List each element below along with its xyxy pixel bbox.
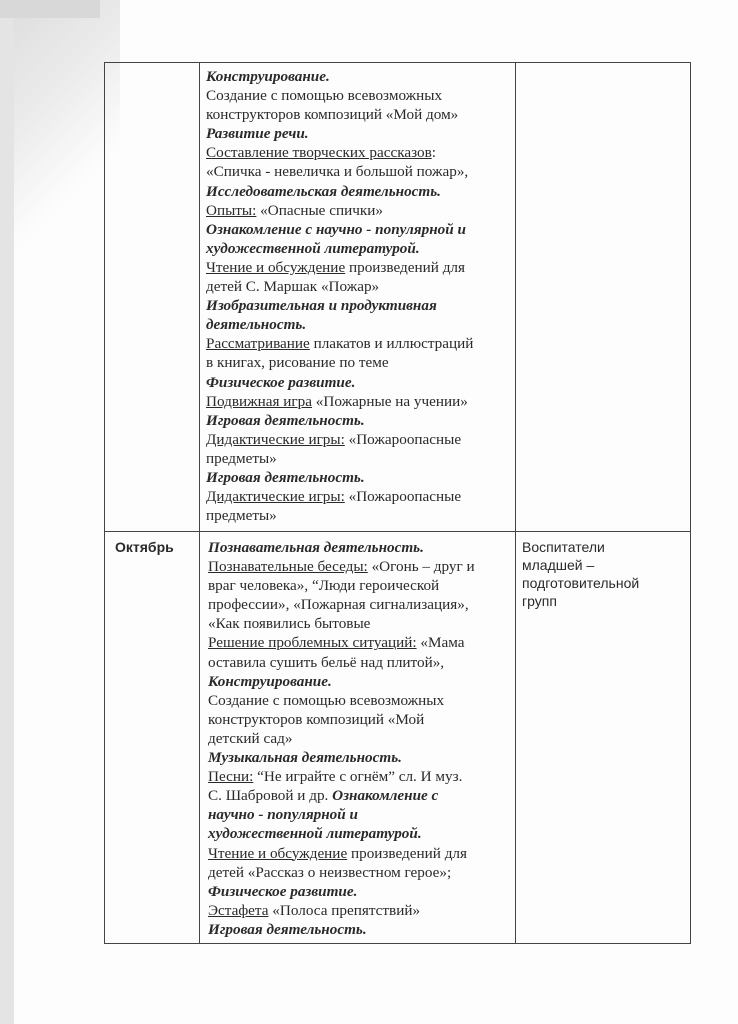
text-line (208, 595, 509, 614)
text-line (208, 576, 509, 595)
text-line (208, 614, 509, 633)
text-span: научно - популярной и (208, 806, 358, 824)
text-span: «Как появились бытовые (208, 615, 371, 633)
text-span: Чтение и обсуждение (206, 258, 346, 276)
text-line (206, 353, 509, 372)
text-line (208, 710, 509, 729)
text-span: «Пожароопасные (344, 430, 462, 448)
text-line (208, 557, 509, 576)
text-span: предметы» (206, 449, 277, 467)
text-line (206, 239, 509, 258)
text-span: «Мама (416, 634, 465, 652)
responsible-text (516, 532, 690, 943)
month-label: Октябрь (115, 539, 174, 555)
scan-top-edge (0, 0, 100, 18)
text-span: «Пожароопасные (344, 488, 462, 506)
text-span: художественной литературой. (208, 825, 422, 843)
text-line (208, 691, 509, 710)
text-span: плакатов и иллюстраций (309, 335, 474, 353)
text-span: «Опасные спички» (256, 201, 383, 219)
text-line (206, 86, 509, 105)
text-line (206, 162, 509, 181)
text-line (208, 805, 509, 824)
scan-shadow (0, 0, 120, 260)
text-line (208, 844, 509, 863)
text-line (208, 748, 509, 767)
text-line (208, 767, 509, 786)
activities-cell (200, 532, 516, 944)
text-span: враг человека», “Люди героической (208, 577, 440, 595)
text-line (206, 143, 509, 162)
month-cell (105, 63, 200, 532)
text-span: С. Шабровой и др. (208, 787, 333, 805)
text-line (206, 430, 509, 449)
text-span: Ознакомление с (332, 787, 439, 805)
text-line (208, 863, 509, 882)
text-span: произведений для (347, 844, 467, 862)
responsible-line: младшей – (522, 557, 595, 573)
responsible-line: групп (522, 593, 557, 609)
text-line (208, 729, 509, 748)
text-span: Песни: (208, 768, 254, 786)
text-line (206, 315, 509, 334)
text-line (206, 449, 509, 468)
table-row (105, 63, 691, 532)
text-span: Игровая деятельность. (206, 411, 365, 429)
responsible-line: Воспитатели (522, 539, 605, 555)
text-span: оставила сушить бельё над плитой», (208, 653, 445, 671)
text-span: Дидактические игры: (206, 430, 345, 448)
text-line (206, 506, 509, 525)
month-cell (105, 532, 200, 944)
text-line (206, 392, 509, 411)
text-span: профессии», «Пожарная сигнализация», (208, 596, 469, 614)
text-span: в книгах, рисование по теме (206, 354, 389, 372)
text-span: Игровая деятельность. (206, 468, 365, 486)
text-line (206, 258, 509, 277)
text-span: «Огонь – друг и (367, 558, 475, 576)
text-line (208, 538, 509, 557)
text-line (206, 67, 509, 86)
text-span: «Полоса препятствий» (268, 901, 421, 919)
text-span: Изобразительная и продуктивная (206, 297, 437, 315)
text-line (206, 277, 509, 296)
responsible-line: подготовительной (522, 575, 640, 591)
text-span: детей С. Маршак «Пожар» (206, 278, 380, 296)
text-span: «Пожарные на учении» (312, 392, 468, 410)
text-span: художественной литературой. (206, 239, 420, 257)
text-span: Создание с помощью всевозможных (208, 691, 445, 709)
text-span: конструкторов композиций «Мой (208, 710, 425, 728)
text-line (206, 487, 509, 506)
scan-left-edge (0, 0, 14, 1024)
table-row (105, 532, 691, 944)
text-span: Ознакомление с научно - популярной и (206, 220, 466, 238)
text-span: Развитие речи. (206, 125, 309, 143)
text-line (206, 201, 509, 220)
text-span: предметы» (206, 507, 277, 525)
text-line (208, 633, 509, 652)
text-line (206, 334, 509, 353)
activities-text (200, 63, 515, 531)
text-line (208, 672, 509, 691)
text-span: Физическое развитие. (206, 373, 356, 391)
text-span: Создание с помощью всевозможных (206, 87, 443, 105)
text-span: Познавательная деятельность. (208, 539, 424, 556)
activities-cell (200, 63, 516, 532)
text-span: детей «Рассказ о неизвестном герое»; (208, 863, 452, 881)
text-span: Конструирование. (208, 672, 332, 690)
text-span: : (431, 144, 437, 162)
text-span: детский сад» (208, 729, 293, 747)
text-line (208, 901, 509, 920)
text-span: Эстафета (208, 901, 269, 919)
text-line (206, 296, 509, 315)
activity-plan-table (104, 62, 691, 944)
text-span: Дидактические игры: (206, 488, 345, 506)
text-line (208, 824, 509, 843)
text-span: Подвижная игра (206, 392, 312, 410)
responsible-cell (516, 63, 691, 532)
text-span: Решение проблемных ситуаций: (208, 634, 417, 652)
text-span: Игровая деятельность. (208, 920, 367, 938)
text-line (206, 220, 509, 239)
text-span: Физическое развитие. (208, 882, 358, 900)
text-span: Опыты: (206, 201, 257, 219)
text-line (206, 105, 509, 124)
text-line (206, 468, 509, 487)
text-line (206, 182, 509, 201)
text-line (208, 882, 509, 901)
text-line (208, 920, 509, 939)
text-line (208, 786, 509, 805)
text-span: Конструирование. (206, 68, 330, 85)
activities-text (200, 532, 515, 943)
text-span: произведений для (345, 258, 465, 276)
text-span: конструкторов композиций «Мой дом» (206, 106, 459, 124)
text-span: «Спичка - невеличка и большой пожар», (206, 163, 469, 181)
text-line (206, 411, 509, 430)
responsible-cell (516, 532, 691, 944)
text-line (206, 124, 509, 143)
text-span: Исследовательская деятельность. (206, 182, 441, 200)
text-span: Познавательные беседы: (208, 558, 368, 576)
text-span: Составление творческих рассказов (206, 144, 432, 162)
text-line (208, 653, 509, 672)
text-line (206, 373, 509, 392)
text-span: Чтение и обсуждение (208, 844, 348, 862)
text-span: деятельность. (206, 316, 307, 334)
text-span: “Не играйте с огнём” сл. И муз. (253, 768, 463, 786)
text-span: Рассматривание (206, 335, 310, 353)
text-span: Музыкальная деятельность. (208, 749, 402, 767)
